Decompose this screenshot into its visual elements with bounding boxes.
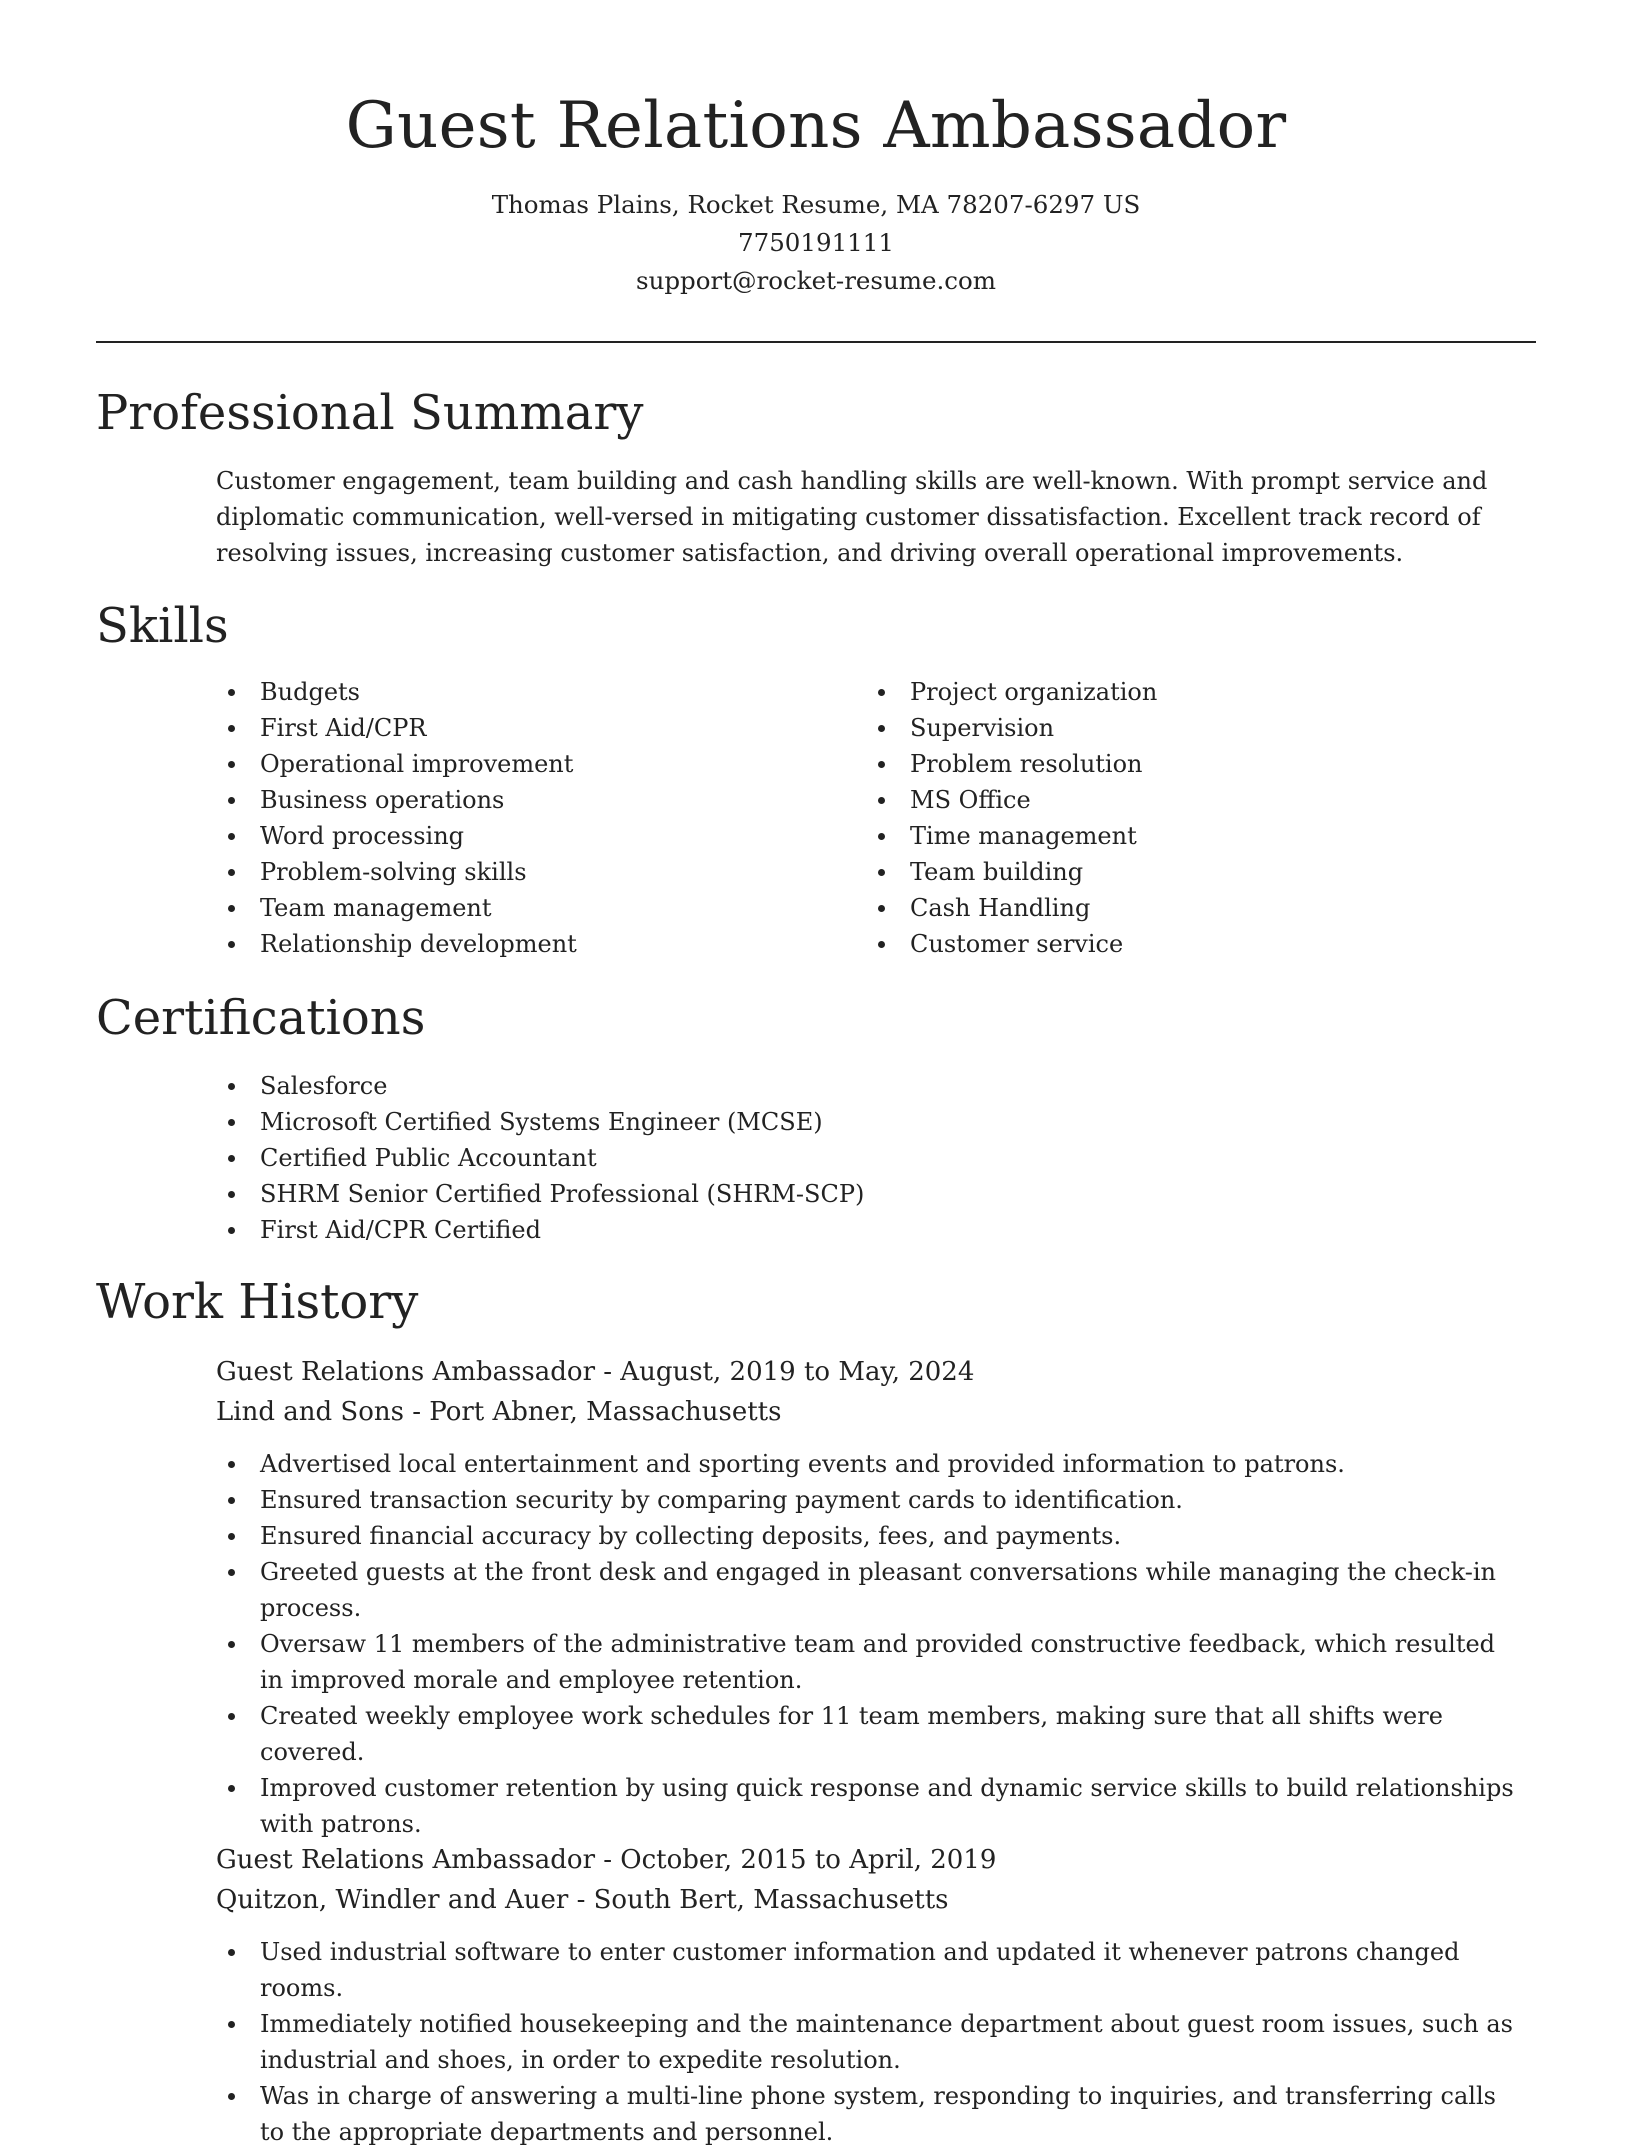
summary-heading: Professional Summary: [96, 385, 644, 441]
job-duty-item: Was in charge of answering a multi-line phone system, responding to inquiries, and transferring calls to the appropriate departments and personnel.: [216, 2078, 1516, 2150]
job-duty-item: Ensured financial accuracy by collecting deposits, fees, and payments.: [216, 1518, 1516, 1554]
job-duty-item: Created weekly employee work schedules for 11 team members, making sure that all shifts were covered.: [216, 1698, 1516, 1770]
skill-item: Team building: [866, 854, 1157, 890]
job-duties-list: [216, 1934, 1516, 2150]
resume-header: [96, 80, 1536, 300]
skill-item: Operational improvement: [216, 746, 577, 782]
certifications-heading: Certifications: [96, 990, 426, 1046]
skill-item: Time management: [866, 818, 1157, 854]
job-title-line: Guest Relations Ambassador - August, 2019 to May, 2024: [216, 1357, 975, 1387]
job-duty-item: Advertised local entertainment and sporting events and provided information to patrons.: [216, 1446, 1516, 1482]
skill-item: Budgets: [216, 674, 577, 710]
skill-item: Project organization: [866, 674, 1157, 710]
contact-phone: 7750191111: [738, 228, 894, 257]
skill-item: MS Office: [866, 782, 1157, 818]
skills-list-right: [866, 674, 1157, 962]
candidate-name: Guest Relations Ambassador: [345, 89, 1287, 163]
job-duty-item: Oversaw 11 members of the administrative team and provided constructive feedback, which resulted in improved morale and employee retention.: [216, 1626, 1516, 1698]
certification-item: Microsoft Certified Systems Engineer (MCSE): [216, 1104, 864, 1140]
skill-item: Team management: [216, 890, 577, 926]
skills-heading: Skills: [96, 598, 229, 654]
skill-item: First Aid/CPR: [216, 710, 577, 746]
skill-item: Supervision: [866, 710, 1157, 746]
summary-text: Customer engagement, team building and cash handling skills are well-known. With prompt service and diplomatic communication, well-versed in mitigating customer dissatisfaction. Excellent track record of resolving issues, increasing customer satisfaction, and driving overall operational improvements.: [216, 467, 1488, 567]
skill-item: Customer service: [866, 926, 1157, 962]
certification-item: SHRM Senior Certified Professional (SHRM-SCP): [216, 1176, 864, 1212]
skill-item: Problem-solving skills: [216, 854, 577, 890]
skill-item: Word processing: [216, 818, 577, 854]
job-duty-item: Improved customer retention by using quick response and dynamic service skills to build relationships with patrons.: [216, 1770, 1516, 1842]
certification-item: Salesforce: [216, 1068, 864, 1104]
job-duties-list: [216, 1446, 1516, 1842]
job-duty-item: Ensured transaction security by comparing payment cards to identification.: [216, 1482, 1516, 1518]
job-title-line: Guest Relations Ambassador - October, 2015 to April, 2019: [216, 1845, 997, 1875]
certification-item: Certified Public Accountant: [216, 1140, 864, 1176]
certifications-list: [216, 1068, 864, 1248]
job-company-line: Lind and Sons - Port Abner, Massachusetts: [216, 1397, 782, 1427]
skill-item: Relationship development: [216, 926, 577, 962]
job-duty-item: Used industrial software to enter customer information and updated it whenever patrons changed rooms.: [216, 1934, 1516, 2006]
contact-address: Thomas Plains, Rocket Resume, MA 78207-6297 US: [491, 190, 1141, 219]
work-history-heading: Work History: [96, 1274, 419, 1330]
skill-item: Cash Handling: [866, 890, 1157, 926]
contact-email: support@rocket-resume.com: [636, 266, 996, 295]
skill-item: Business operations: [216, 782, 577, 818]
job-duty-item: Immediately notified housekeeping and the maintenance department about guest room issues, such as industrial and shoes, in order to expedite resolution.: [216, 2006, 1516, 2078]
skills-list-left: [216, 674, 577, 962]
skill-item: Problem resolution: [866, 746, 1157, 782]
job-duty-item: Greeted guests at the front desk and engaged in pleasant conversations while managing the check-in process.: [216, 1554, 1516, 1626]
header-divider: [96, 341, 1536, 343]
job-company-line: Quitzon, Windler and Auer - South Bert, Massachusetts: [216, 1885, 949, 1915]
certification-item: First Aid/CPR Certified: [216, 1212, 864, 1248]
contact-info: [96, 186, 1536, 300]
